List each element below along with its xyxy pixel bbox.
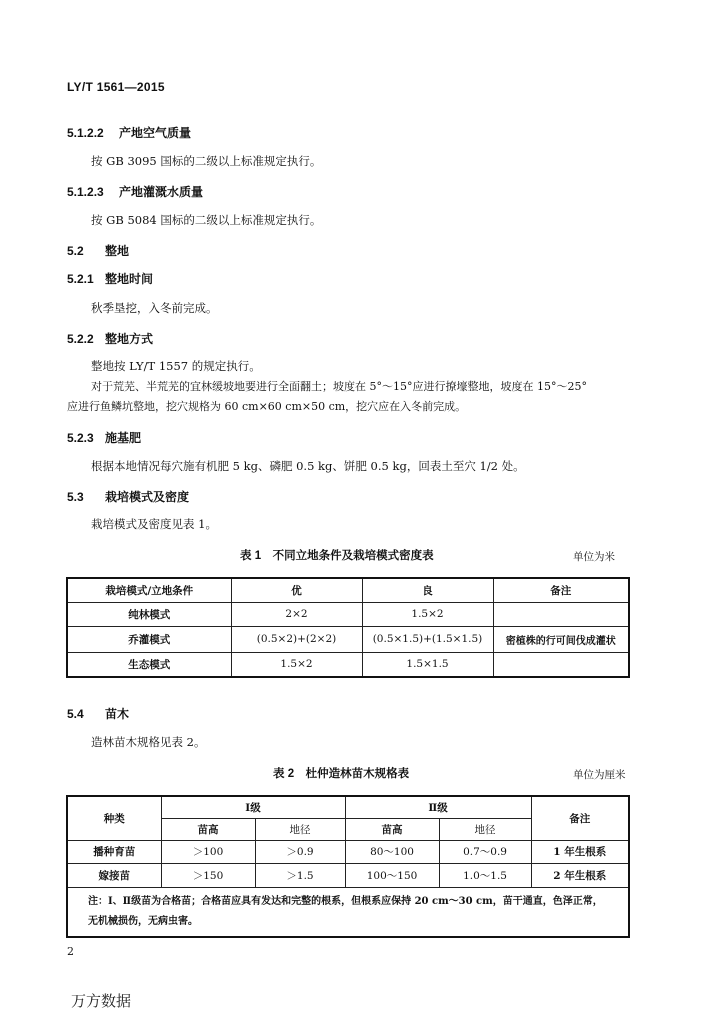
table-cell: (0.5×2)+(2×2) [231,626,362,652]
table-cell: ＞150 [161,863,255,887]
table-header-cell: 栽培模式/立地条件 [67,578,231,602]
table-subheader-cell: 苗高 [161,818,255,840]
table-1 [66,577,630,678]
table-header-row [67,578,629,602]
table-cell: ＞100 [161,840,255,863]
paragraph-5-3: 栽培模式及密度见表 1。 [91,517,217,531]
table-cell: 1.5×2 [231,652,362,677]
table-cell: 0.7～0.9 [439,840,531,863]
section-title: 栽培模式及密度 [105,490,190,504]
table-row [67,626,629,652]
table-note-cell [67,887,629,937]
table-row [67,863,629,887]
paragraph-5-2-1: 秋季垦挖，入冬前完成。 [91,301,218,315]
table-subheader-cell: 苗高 [345,818,439,840]
table-cell: 纯林模式 [67,602,231,626]
section-number: 5.2.2 [67,332,94,346]
paragraph-5-2-2-line1: 整地按 LY/T 1557 的规定执行。 [91,359,261,373]
table-cell: (0.5×1.5)+(1.5×1.5) [362,626,493,652]
table-cell: 乔灌模式 [67,626,231,652]
table-2 [66,795,630,938]
table-cell: 播种育苗 [67,840,161,863]
section-title: 整地时间 [105,272,154,286]
table-note-line1: 注：Ⅰ、Ⅱ级苗为合格苗；合格苗应具有发达和完整的根系，但根系应保持 20 cm～30 cm，苗干通直，色泽正常， [88,895,603,907]
section-title: 苗木 [105,707,130,721]
table-header-cell-remark: 备注 [531,796,629,840]
section-number: 5.2.3 [67,431,94,445]
section-number: 5.1.2.2 [67,126,104,140]
standard-code: LY/T 1561—2015 [67,80,165,94]
section-number: 5.1.2.3 [67,185,104,199]
section-number: 5.3 [67,490,84,504]
table-cell: 2 年生根系 [531,863,629,887]
table2-caption: 表 2 杜仲造林苗木规格表 [273,768,410,780]
section-title: 产地空气质量 [119,126,192,140]
table-header-cell: 良 [362,578,493,602]
paragraph-5-2-2-line2: 对于荒芜、半荒芜的宜林缓坡地要进行全面翻土；坡度在 5°～15°应进行撩壕整地，坡度在 15°～25° [91,380,587,393]
heading-5-4 [67,705,129,722]
section-number: 5.2 [67,244,84,258]
heading-5-2-3 [67,429,141,446]
table1-unit: 单位为米 [573,551,615,563]
table-header-cell-kind: 种类 [67,796,161,840]
table-header-cell-grade2: Ⅱ级 [345,796,531,818]
table-cell: ＞1.5 [255,863,345,887]
section-number: 5.2.1 [67,272,94,286]
table-row [67,602,629,626]
section-title: 整地 [105,244,130,258]
table-cell: ＞0.9 [255,840,345,863]
table-header-row [67,796,629,818]
section-number: 5.4 [67,707,84,721]
table-cell: 1.5×1.5 [362,652,493,677]
heading-5-1-2-3 [67,183,203,200]
table-cell: 生态模式 [67,652,231,677]
table-note-row [67,887,629,937]
table-cell [493,652,629,677]
table-note-line2: 无机械损伤，无病虫害。 [88,915,198,927]
paragraph-5-1-2-2: 按 GB 3095 国标的二级以上标准规定执行。 [91,154,322,168]
table-cell [493,602,629,626]
table-row [67,840,629,863]
heading-5-3 [67,488,189,505]
heading-5-1-2-2 [67,124,191,141]
heading-5-2-1 [67,270,153,287]
table-header-cell-grade1: Ⅰ级 [161,796,345,818]
paragraph-5-4: 造林苗木规格见表 2。 [91,735,206,749]
table2-unit: 单位为厘米 [573,769,626,781]
table-header-cell: 优 [231,578,362,602]
table1-caption: 表 1 不同立地条件及栽培模式密度表 [240,550,434,562]
table-cell: 1.0～1.5 [439,863,531,887]
table-header-cell: 备注 [493,578,629,602]
section-title: 整地方式 [105,332,154,346]
section-title: 施基肥 [105,431,142,445]
table-cell: 1 年生根系 [531,840,629,863]
heading-5-2-2 [67,330,153,347]
table-cell: 2×2 [231,602,362,626]
section-title: 产地灌溉水质量 [119,185,204,199]
table-subheader-cell: 地径 [439,818,531,840]
paragraph-5-1-2-3: 按 GB 5084 国标的二级以上标准规定执行。 [91,213,322,227]
page-number: 2 [67,945,74,958]
table-row [67,652,629,677]
table-cell: 嫁接苗 [67,863,161,887]
watermark-brand: 万方数据 [71,992,132,1010]
paragraph-5-2-2-line3: 应进行鱼鳞坑整地，挖穴规格为 60 cm×60 cm×50 cm，挖穴应在入冬前完成。 [67,400,467,413]
table-cell: 1.5×2 [362,602,493,626]
table-cell: 100～150 [345,863,439,887]
table-cell: 80～100 [345,840,439,863]
paragraph-5-2-3: 根据本地情况每穴施有机肥 5 kg、磷肥 0.5 kg、饼肥 0.5 kg，回表土至穴 1/2 处。 [91,459,525,473]
table-cell: 密植株的行可间伐成灌状 [493,626,629,652]
heading-5-2 [67,242,129,259]
table-subheader-cell: 地径 [255,818,345,840]
